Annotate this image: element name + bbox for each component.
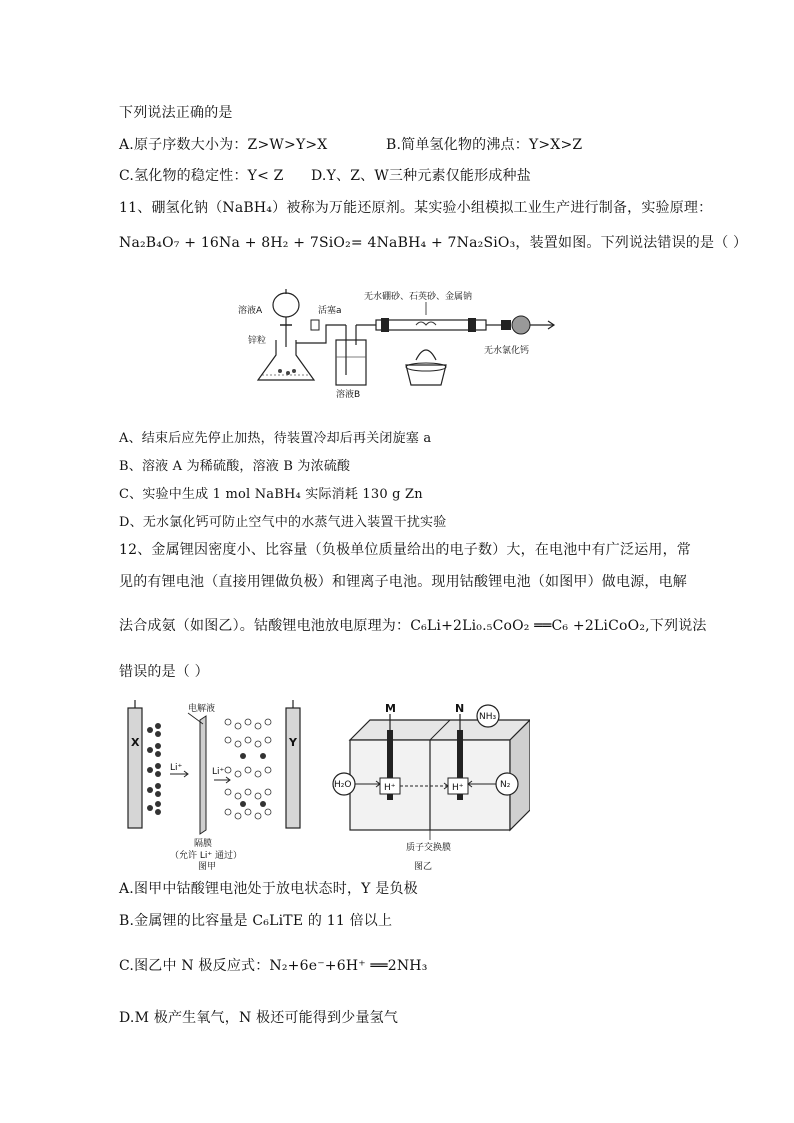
h2o-label: H₂O: [334, 780, 352, 790]
electrode-y-label: Y: [289, 736, 297, 749]
q12-option-c: C.图乙中 N 极反应式：N₂+6e⁻+6H⁺ ══2NH₃: [119, 958, 428, 974]
electrolyte-label: 电解液: [188, 704, 216, 714]
q11-equation: Na₂B₄O₇ + 16Na + 8H₂ + 7SiO₂= 4NaBH₄ + 7Na₂SiO₃，装置如图。下列说法错误的是（ ）: [119, 235, 748, 251]
q10-option-a: A.原子序数大小为：Z>W>Y>X: [119, 137, 328, 153]
figure-jia-caption: 图甲: [198, 862, 217, 870]
q12-line-2: 见的有锂电池（直接用锂做负极）和锂离子电池。现用钴酸锂电池（如图甲）做电源，电解: [119, 574, 687, 590]
zinc-label: 锌粒: [248, 336, 267, 346]
q11-option-c: C、实验中生成 1 mol NaBH₄ 实际消耗 130 g Zn: [119, 487, 423, 502]
q12-line-3: 法合成氨（如图乙）。钴酸锂电池放电原理为：C₆Li+2Li₀.₅CoO₂ ══C₆ +2LiCoO₂,下列说法: [119, 618, 707, 634]
stopcock-a-label: 活塞a: [318, 306, 342, 316]
q12-option-b: B.金属锂的比容量是 C₆LiTE 的 11 倍以上: [119, 913, 393, 929]
n2-label: N₂: [500, 780, 511, 790]
q12-option-a: A.图甲中钴酸锂电池处于放电状态时，Y 是负极: [119, 881, 418, 897]
q11-apparatus-figure: [236, 285, 566, 400]
solution-b-label: 溶液B: [336, 390, 361, 400]
electrode-x-label: X: [131, 736, 140, 749]
q10-option-d: D.Y、Z、W三种元素仅能形成种盐: [311, 168, 531, 184]
pem-label: 质子交换膜: [406, 843, 452, 853]
q10-option-b: B.简单氢化物的沸点：Y>X>Z: [386, 137, 583, 153]
q11-stem: 11、硼氢化钠（NaBH₄）被称为万能还原剂。某实验小组模拟工业生产进行制备，实验原理：: [119, 200, 713, 216]
q12-line-1: 12、金属锂因密度小、比容量（负极单位质量给出的电子数）大，在电池中有广泛运用，常: [119, 542, 692, 558]
q11-option-b: B、溶液 A 为稀硫酸，溶液 B 为浓硫酸: [119, 459, 351, 474]
q10-option-c: C.氢化物的稳定性：Y< Z: [119, 168, 284, 184]
membrane-label: 隔膜: [194, 839, 213, 849]
electrode-n-label: N: [455, 702, 465, 715]
solids-label: 无水硼砂、石英砂、金属钠: [364, 292, 473, 302]
electrolysis-figure-yi: [330, 700, 530, 870]
battery-figure-jia: [118, 700, 318, 870]
q12-option-d: D.M 极产生氧气，N 极还可能得到少量氢气: [119, 1010, 399, 1026]
q12-line-4: 错误的是（ ）: [119, 664, 209, 680]
q11-option-d: D、无水氯化钙可防止空气中的水蒸气进入装置干扰实验: [119, 515, 447, 530]
nh3-label: NH₃: [479, 712, 497, 722]
li-ion-label-1: Li⁺: [170, 763, 183, 773]
figure-yi-caption: 图乙: [414, 862, 433, 870]
q10-intro: 下列说法正确的是: [119, 105, 233, 121]
li-ion-label-2: Li⁺: [212, 767, 225, 777]
membrane-note-label: （允许 Li⁺ 通过）: [170, 851, 242, 861]
q11-option-a: A、结束后应先停止加热，待装置冷却后再关闭旋塞 a: [119, 431, 432, 446]
cacl2-label: 无水氯化钙: [484, 346, 530, 356]
solution-a-label: 溶液A: [238, 306, 263, 316]
h-plus-label-2: H⁺: [452, 783, 464, 793]
electrode-m-label: M: [385, 702, 396, 715]
h-plus-label-1: H⁺: [384, 783, 396, 793]
